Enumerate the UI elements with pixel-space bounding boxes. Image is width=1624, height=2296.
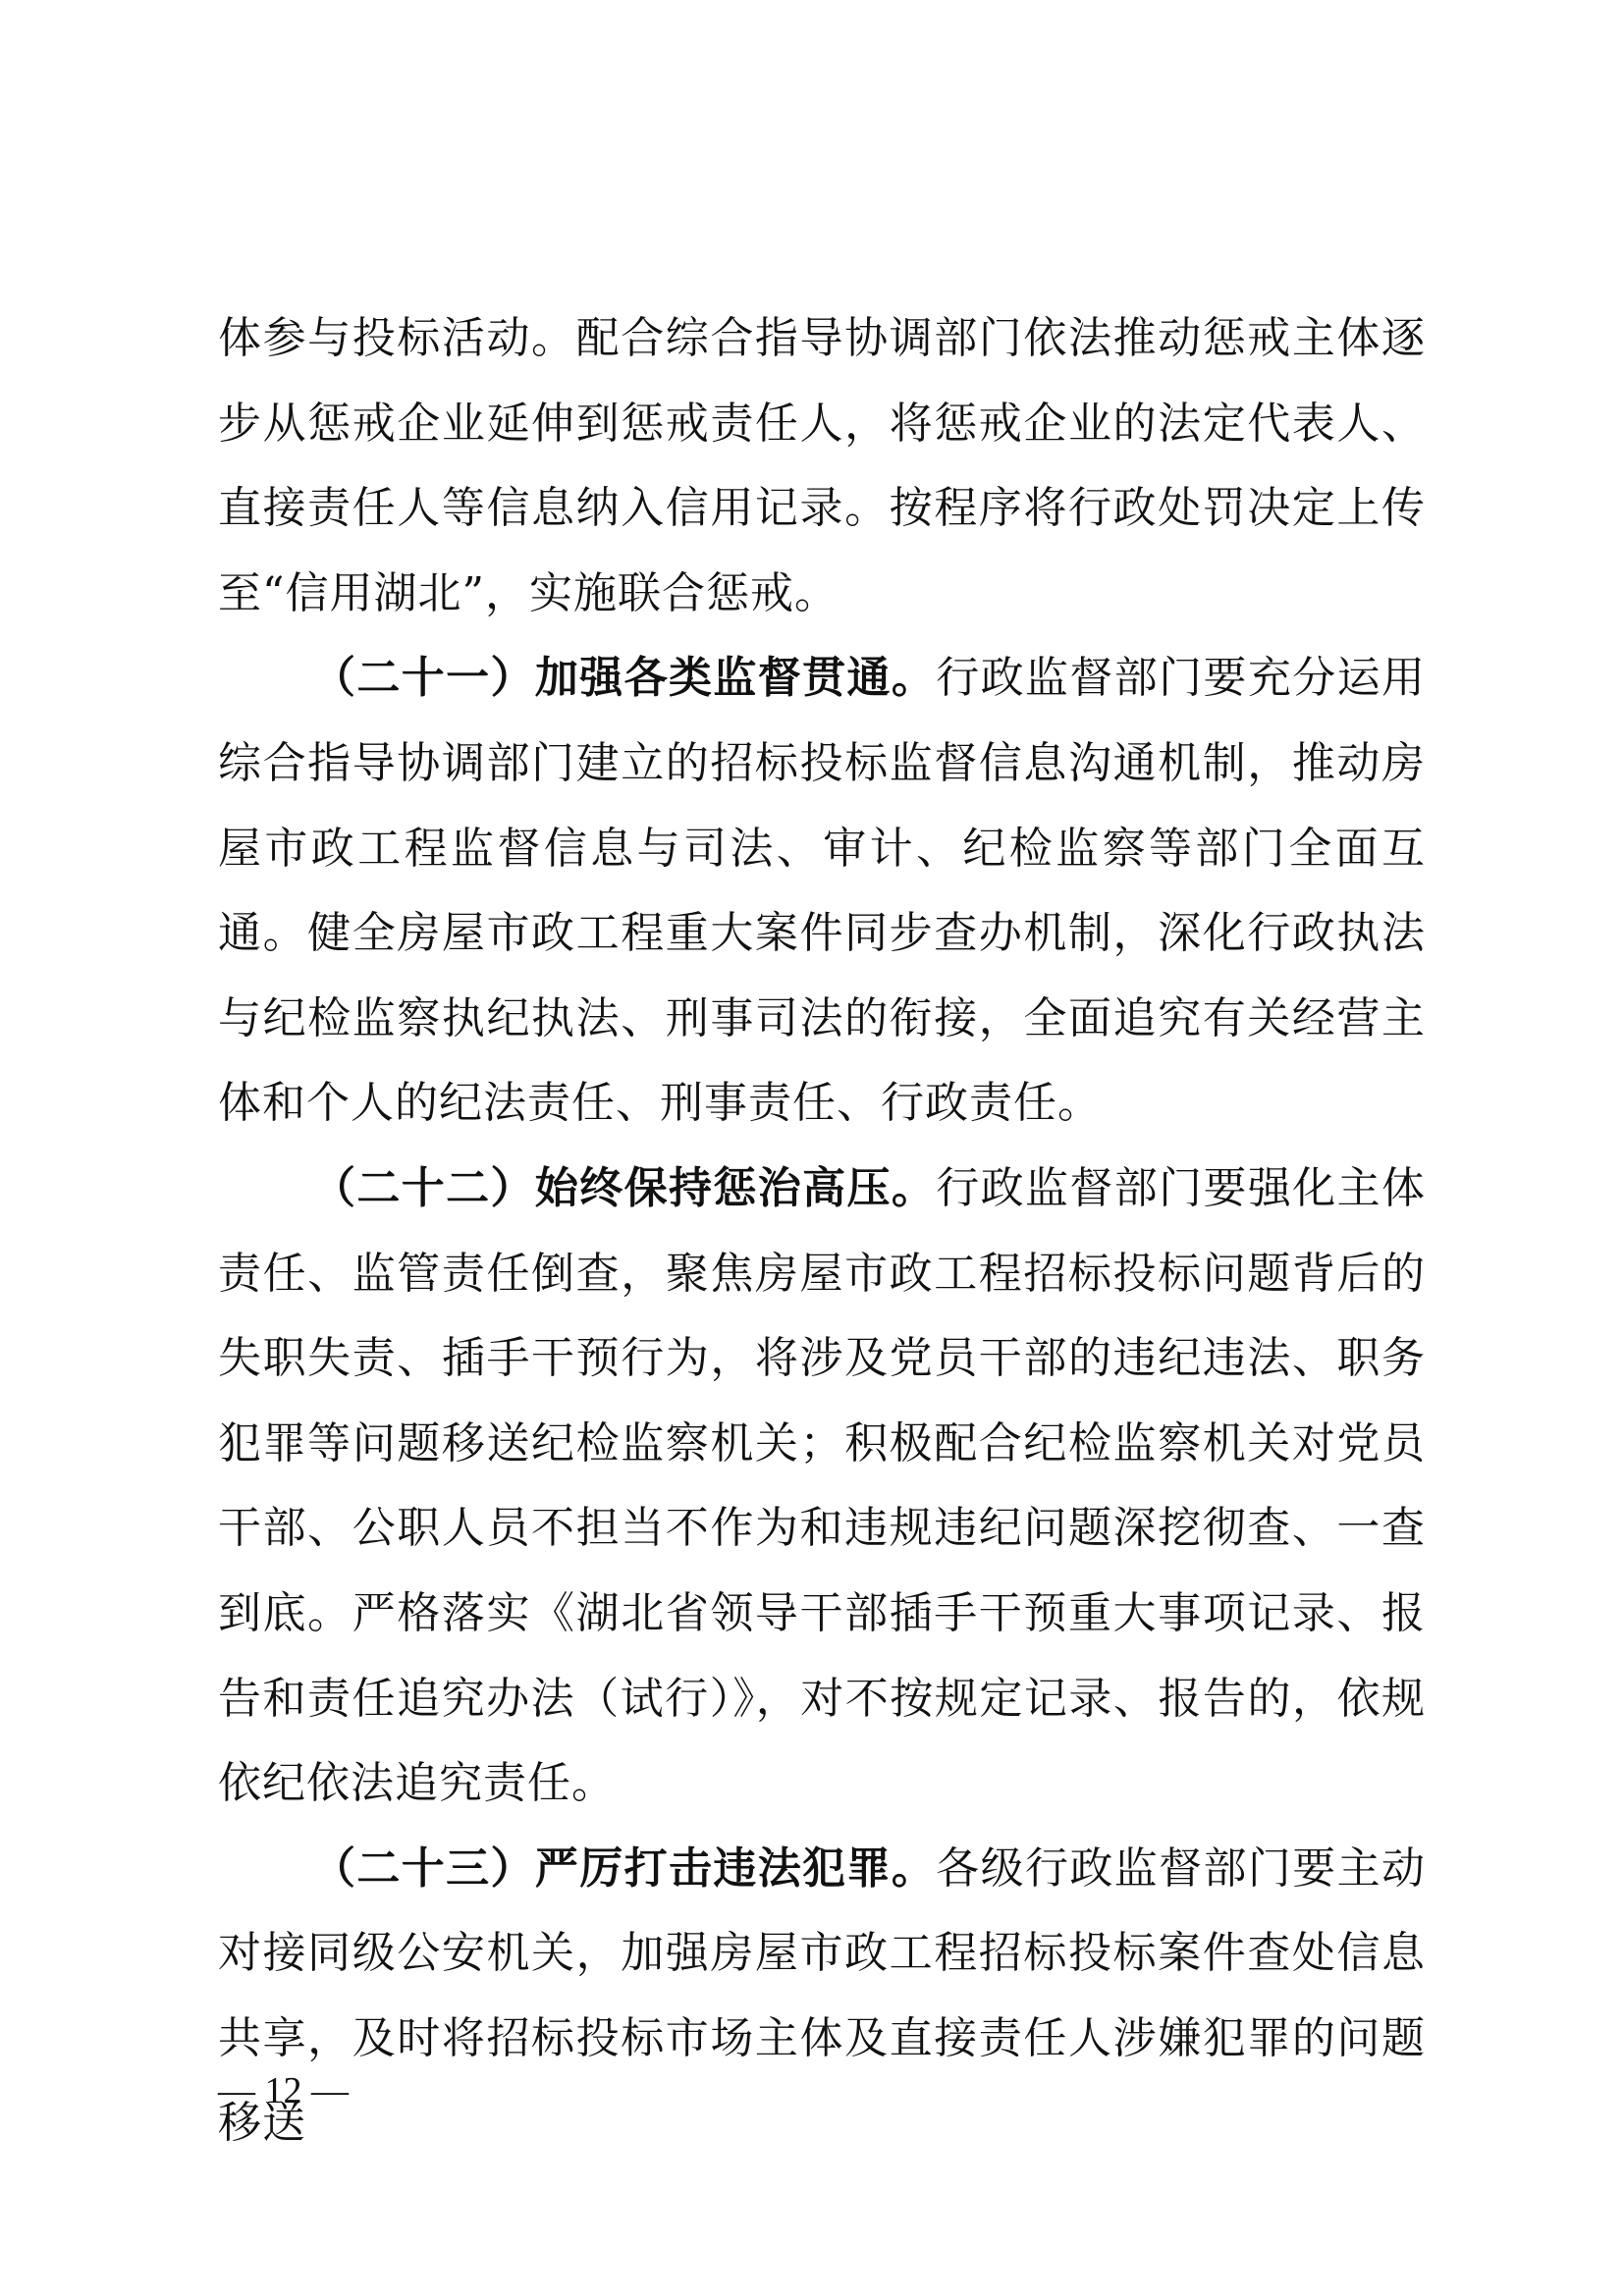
paragraph-text: 行政监督部门要充分运用综合指导协调部门建立的招标投标监督信息沟通机制，推动房屋市政工程监督信息与司法、审计、纪检监察等部门全面互通。健全房屋市政工程重大案件同步查办机制，深化行政执法与纪检监察执纪执法、刑事司法的衔接，全面追究有关经营主体和个人的纪法责任、刑事责任、行政责任。 xyxy=(218,653,1426,1129)
paragraph-text: 行政监督部门要强化主体责任、监管责任倒查，聚焦房屋市政工程招标投标问题背后的失职失责、插手干预行为，将涉及党员干部的违纪违法、职务犯罪等问题移送纪检监察机关；积极配合纪检监察机关对党员干部、公职人员不担当不作为和违规违纪问题深挖彻查、一查到底。严格落实《湖北省领导干部插手干预重大事项记录、报告和责任追究办法（试行）》，对不按规定记录、报告的，依规依纪依法追究责任。 xyxy=(218,1162,1426,1809)
document-body xyxy=(218,296,1426,2166)
section-heading: （二十三）严厉打击违法犯罪。 xyxy=(312,1842,937,1894)
paragraph-section-22 xyxy=(218,1147,1426,1827)
paragraph-text: 各级行政监督部门要主动对接同级公安机关，加强房屋市政工程招标投标案件查处信息共享，及时将招标投标市场主体及直接责任人涉嫌犯罪的问题移送 xyxy=(218,1842,1426,2149)
section-heading: （二十一）加强各类监督贯通。 xyxy=(312,653,937,704)
paragraph-section-23 xyxy=(218,1827,1426,2166)
paragraph-continuation xyxy=(218,296,1426,636)
page-number: — 12 — xyxy=(218,2070,349,2111)
paragraph-section-21 xyxy=(218,636,1426,1147)
section-heading: （二十二）始终保持惩治高压。 xyxy=(312,1162,937,1213)
paragraph-text: 体参与投标活动。配合综合指导协调部门依法推动惩戒主体逐步从惩戒企业延伸到惩戒责任人，将惩戒企业的法定代表人、直接责任人等信息纳入信用记录。按程序将行政处罚决定上传至“信用湖北”，实施联合惩戒。 xyxy=(218,313,1426,618)
